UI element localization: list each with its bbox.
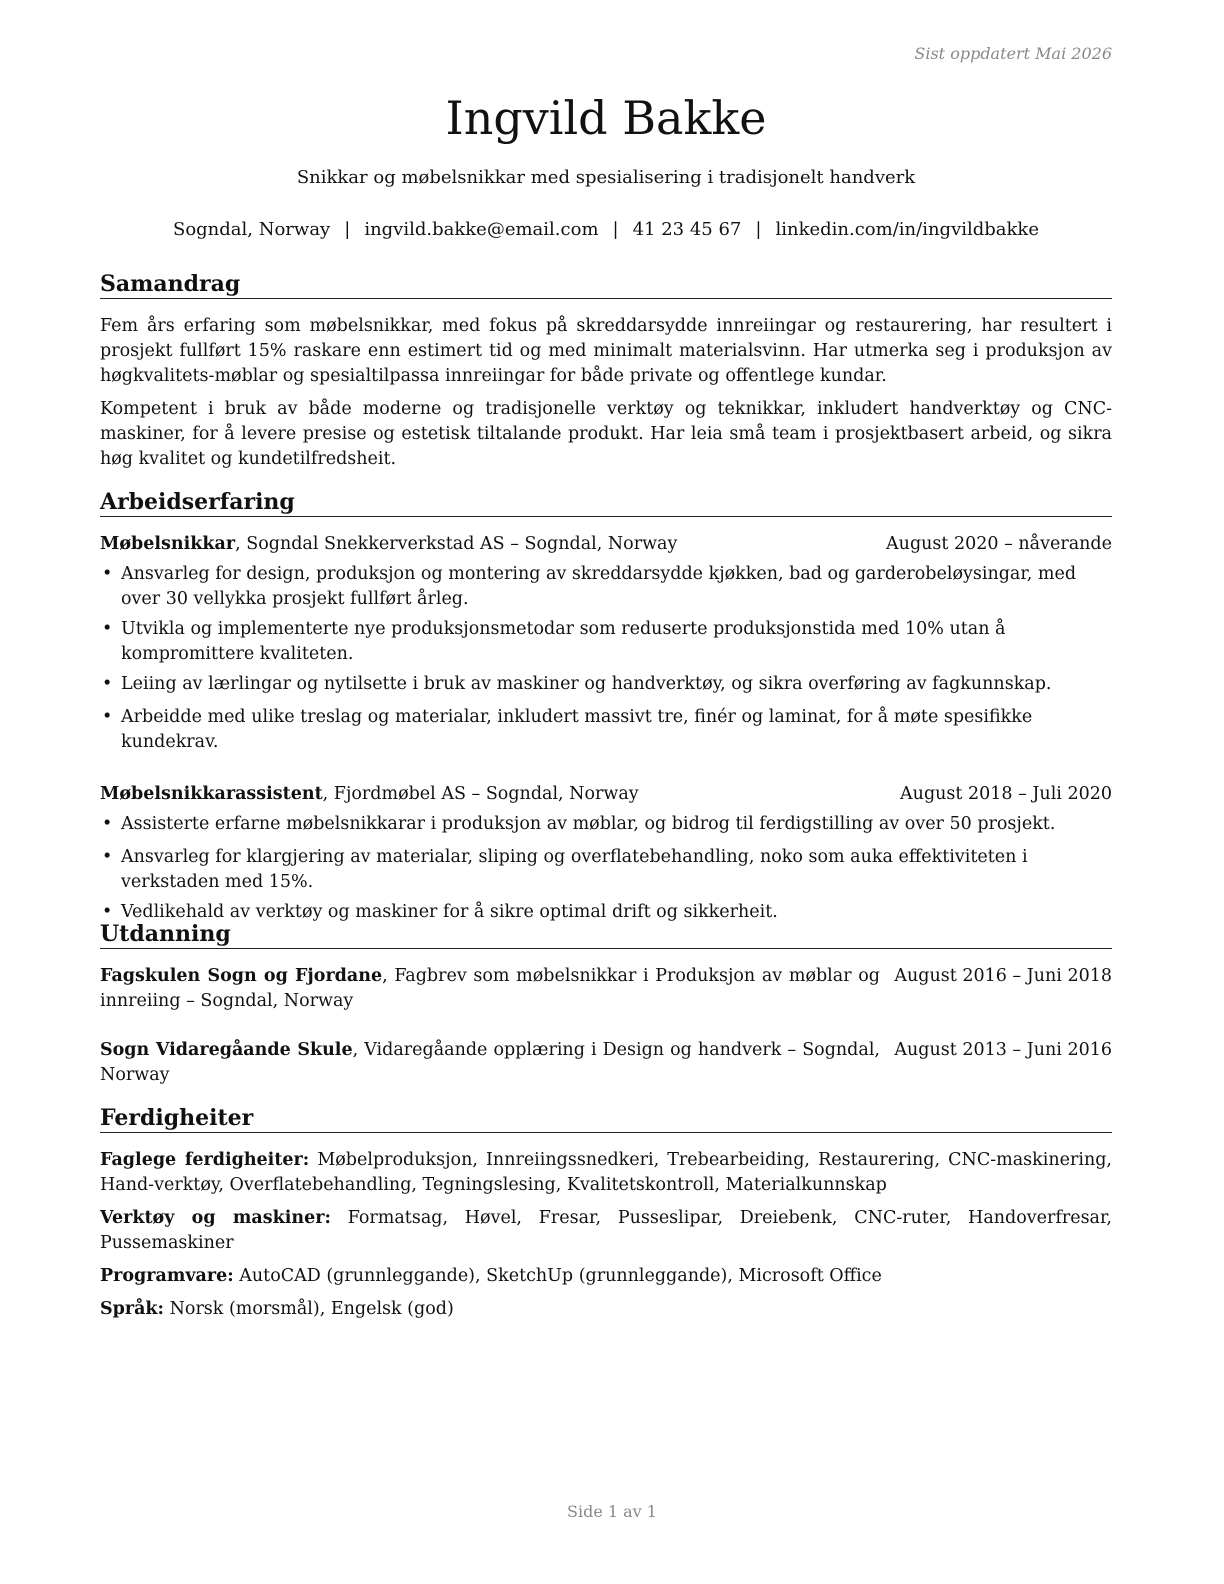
job-dates: August 2018 – Juli 2020: [900, 784, 1112, 804]
section-title-summary: Samandrag: [100, 270, 1112, 299]
page-number: Side 1 av 1: [567, 1502, 657, 1521]
contact-email[interactable]: ingvild.bakke@email.com: [364, 219, 599, 240]
skill-label: Faglege ferdigheiter:: [100, 1150, 310, 1170]
bullet-icon: •: [102, 564, 113, 584]
bullet-item: [100, 562, 1112, 612]
job-employer: , Fjordmøbel AS – Sogndal, Norway: [322, 784, 639, 804]
skill-value: AutoCAD (grunnleggande), SketchUp (grunnleggande), Microsoft Office: [233, 1266, 882, 1286]
education-dates: August 2013 – Juni 2016: [894, 1040, 1112, 1060]
summary-paragraph: Fem års erfaring som møbelsnikkar, med fokus på skreddarsydde innreiingar og restaurering, har resultert i prosjekt fullført 15% raskare enn estimert tid og med minimalt materialsvinn. Har utmerka seg i produksjon av høgkvalitets-møblar og spesialtilpassa innreiingar for både private og offentlege kundar.: [100, 316, 1112, 386]
job-bullets: [100, 562, 1112, 755]
education-dates: August 2016 – Juni 2018: [894, 966, 1112, 986]
skill-label: Verktøy og maskiner:: [100, 1208, 331, 1228]
headline: Snikkar og møbelsnikkar med spesialisering i tradisjonelt handverk: [296, 167, 916, 188]
skills-section: [100, 1104, 1112, 1322]
contact-line: [100, 219, 1112, 240]
bullet-text: Leiing av lærlingar og nytilsette i bruk av maskiner og handverktøy, og sikra overføring av fagkunnskap.: [121, 674, 1052, 694]
contact-separator: |: [755, 219, 762, 240]
contact-separator: |: [612, 219, 619, 240]
contact-phone: 41 23 45 67: [632, 219, 742, 240]
job-employer: , Sogndal Snekkerverkstad AS – Sogndal, Norway: [235, 534, 678, 554]
bullet-icon: •: [102, 902, 113, 922]
bullet-text: Assisterte erfarne møbelsnikkarar i produksjon av møblar, og bidrog til ferdigstilling av over 50 prosjekt.: [121, 814, 1056, 834]
bullet-text: Ansvarleg for design, produksjon og montering av skreddarsydde kjøkken, bad og garderobeløysingar, med over 30 vellykka prosjekt fullført årleg.: [121, 564, 1077, 609]
bullet-icon: •: [102, 674, 113, 694]
contact-location: Sogndal, Norway: [172, 219, 331, 240]
job-role: Møbelsnikkarassistent: [100, 784, 323, 804]
skill-group: [100, 1297, 1112, 1322]
candidate-name: Ingvild Bakke: [445, 91, 767, 145]
bullet-item: [100, 845, 1112, 895]
skill-label: Programvare:: [100, 1266, 234, 1286]
skill-value: Norsk (morsmål), Engelsk (god): [164, 1299, 454, 1319]
summary-paragraph: Kompetent i bruk av både moderne og tradisjonelle verktøy og teknikkar, inkludert handverktøy og CNC-maskiner, for å levere presise og estetisk tiltalande produkt. Har leia små team i prosjektbasert arbeid, og sikra høg kvalitet og kundetilfredsheit.: [100, 399, 1112, 469]
last-updated: Sist oppdatert Mai 2026: [914, 44, 1112, 63]
education-entry: [100, 1038, 1112, 1088]
summary-section: [100, 270, 1112, 472]
job-entry: [100, 532, 1112, 755]
bullet-icon: •: [102, 847, 113, 867]
education-detail: , Fagbrev som møbelsnikkar i Produksjon av møblar og innreiing – Sogndal, Norway: [100, 966, 880, 1011]
bullet-item: [100, 812, 1112, 837]
job-bullets: [100, 812, 1112, 925]
bullet-text: Utvikla og implementerte nye produksjonsmetodar som reduserte produksjonstida med 10% utan å kompromittere kvaliteten.: [121, 619, 1006, 664]
skill-group: [100, 1148, 1112, 1198]
bullet-item: [100, 672, 1112, 697]
skill-group: [100, 1206, 1112, 1256]
bullet-text: Vedlikehald av verktøy og maskiner for å sikre optimal drift og sikkerheit.: [121, 902, 778, 922]
section-title-experience: Arbeidserfaring: [100, 488, 1112, 517]
bullet-text: Ansvarleg for klargjering av materialar, sliping og overflatebehandling, noko som auka effektiviteten i verkstaden med 15%.: [121, 847, 1028, 892]
education-entry: [100, 964, 1112, 1014]
bullet-text: Arbeidde med ulike treslag og materialar, inkludert massivt tre, finér og laminat, for å møte spesifikke kundekrav.: [121, 707, 1033, 752]
bullet-item: [100, 617, 1112, 667]
section-title-education: Utdanning: [100, 920, 1112, 949]
education-section: [100, 920, 1112, 1088]
contact-separator: |: [344, 219, 351, 240]
job-header: [100, 782, 1112, 807]
job-entry: [100, 782, 1112, 925]
skill-group: [100, 1264, 1112, 1289]
bullet-item: [100, 705, 1112, 755]
skill-value: Formatsag, Høvel, Fresar, Pusseslipar, Dreiebenk, CNC-ruter, Handoverfresar, Pussemaskiner: [100, 1208, 1112, 1253]
section-title-skills: Ferdigheiter: [100, 1104, 1112, 1133]
bullet-icon: •: [102, 814, 113, 834]
experience-section: [100, 488, 1112, 925]
job-dates: August 2020 – nåverande: [886, 534, 1112, 554]
skill-value: Møbelproduksjon, Innreiingssnedkeri, Trebearbeiding, Restaurering, CNC-maskinering, Hand-verktøy, Overflatebehandling, Tegningslesing, Kvalitetskontroll, Materialkunnskap: [100, 1150, 1112, 1195]
job-role: Møbelsnikkar: [100, 534, 236, 554]
school-name: Fagskulen Sogn og Fjordane: [100, 966, 383, 986]
job-header: [100, 532, 1112, 557]
bullet-icon: •: [102, 619, 113, 639]
school-name: Sogn Vidaregåande Skule: [100, 1040, 353, 1060]
bullet-icon: •: [102, 707, 113, 727]
skill-label: Språk:: [100, 1299, 165, 1319]
education-detail: , Vidaregåande opplæring i Design og handverk – Sogndal, Norway: [100, 1040, 880, 1085]
contact-linkedin[interactable]: linkedin.com/in/ingvildbakke: [775, 219, 1039, 240]
